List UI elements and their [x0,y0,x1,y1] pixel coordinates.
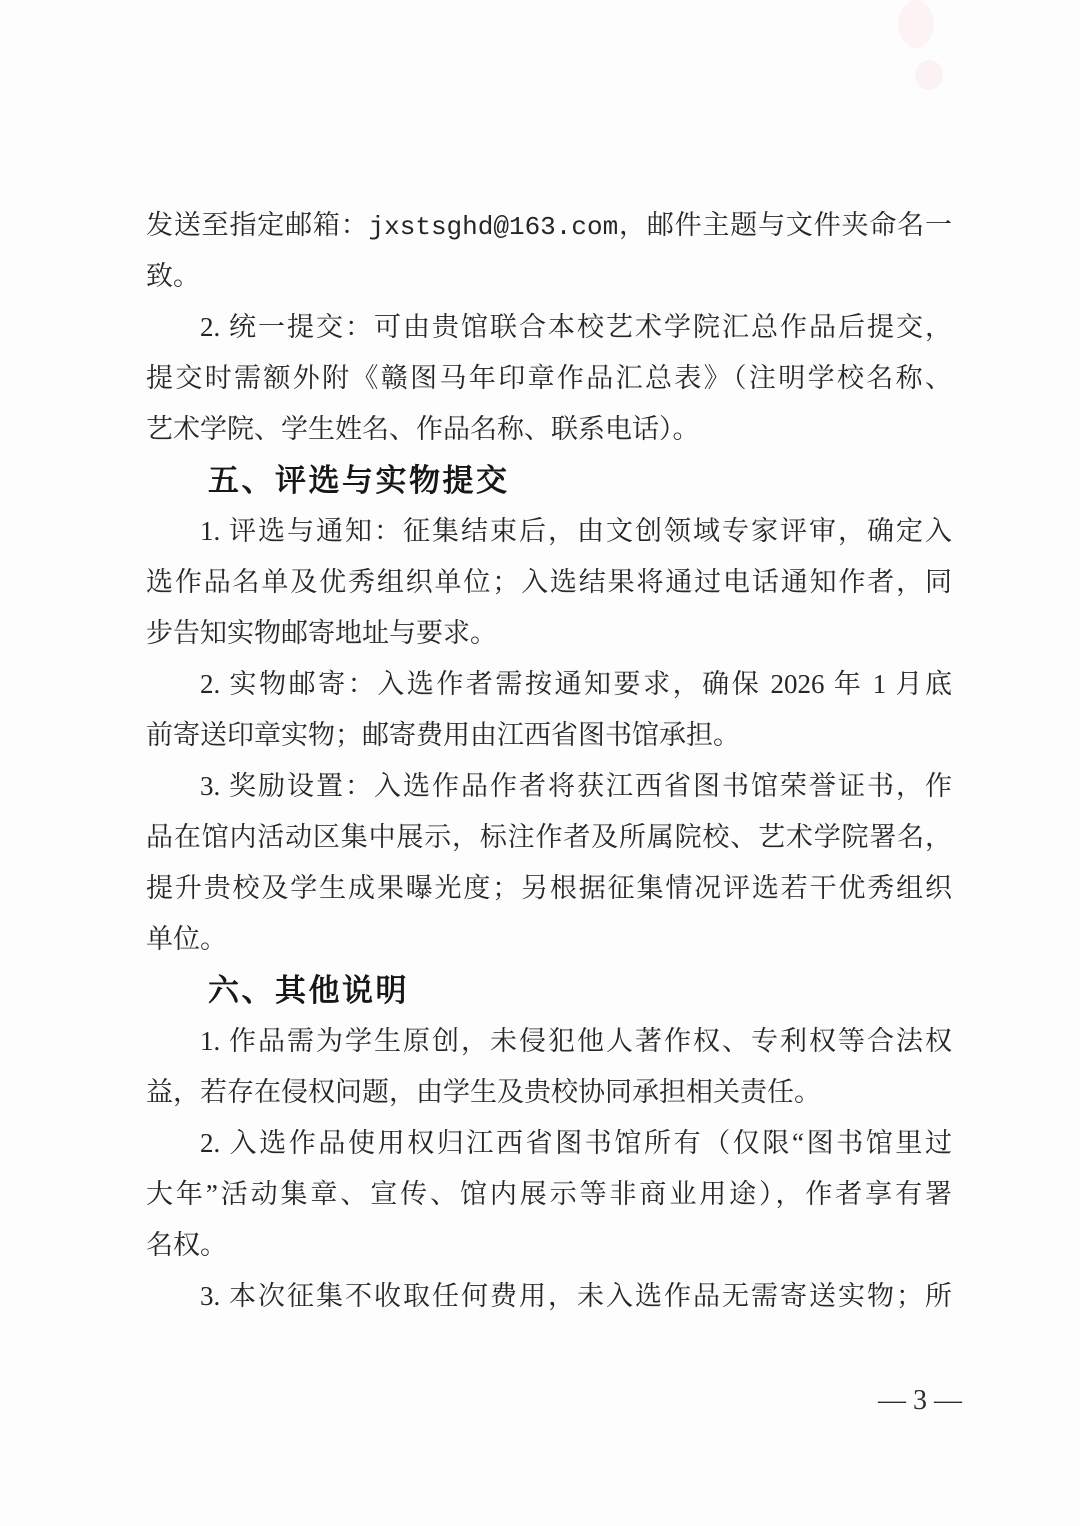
doc-line-text: ，邮件主题与文件夹命名一 [618,210,952,240]
doc-line: 步告知实物邮寄地址与要求。 [146,618,497,648]
page-number: — 3 — [878,1385,962,1416]
doc-line: 提交时需额外附《赣图马年印章作品汇总表》（注明学校名称、 [146,363,952,393]
doc-line: 前寄送印章实物；邮寄费用由江西省图书馆承担。 [146,720,740,750]
email-address: jxstsghd@163.com [368,212,619,242]
doc-line: 艺术学院、学生姓名、作品名称、联系电话）。 [146,414,700,444]
scan-smudge [898,0,934,48]
doc-line: 名权。 [146,1230,227,1260]
doc-line: 3. 本次征集不收取任何费用，未入选作品无需寄送实物；所 [200,1281,952,1311]
doc-line: 3. 奖励设置：入选作品作者将获江西省图书馆荣誉证书，作 [200,771,952,801]
doc-line: 提升贵校及学生成果曝光度；另根据征集情况评选若干优秀组织 [146,873,952,903]
doc-line: 致。 [146,261,200,291]
doc-line: 2. 入选作品使用权归江西省图书馆所有（仅限“图书馆里过 [200,1128,952,1158]
doc-line: 1. 作品需为学生原创，未侵犯他人著作权、专利权等合法权 [200,1026,952,1056]
section-heading-5: 五、评选与实物提交 [208,463,510,498]
doc-line: 品在馆内活动区集中展示，标注作者及所属院校、艺术学院署名， [146,822,952,852]
doc-line: 单位。 [146,924,227,954]
section-heading-6: 六、其他说明 [208,973,409,1008]
doc-line: 2. 实物邮寄：入选作者需按通知要求，确保 2026 年 1 月底 [200,669,952,699]
doc-line: 1. 评选与通知：征集结束后，由文创领域专家评审，确定入 [200,516,952,546]
doc-line [146,200,952,251]
doc-line: 益，若存在侵权问题，由学生及贵校协同承担相关责任。 [146,1077,821,1107]
doc-line: 大年”活动集章、宣传、馆内展示等非商业用途），作者享有署 [146,1179,952,1209]
scan-smudge [915,60,943,90]
doc-line: 选作品名单及优秀组织单位；入选结果将通过电话通知作者，同 [146,567,952,597]
doc-line-text: 发送至指定邮箱： [146,210,369,240]
doc-line: 2. 统一提交：可由贵馆联合本校艺术学院汇总作品后提交， [200,312,952,342]
document-body [146,200,952,1322]
